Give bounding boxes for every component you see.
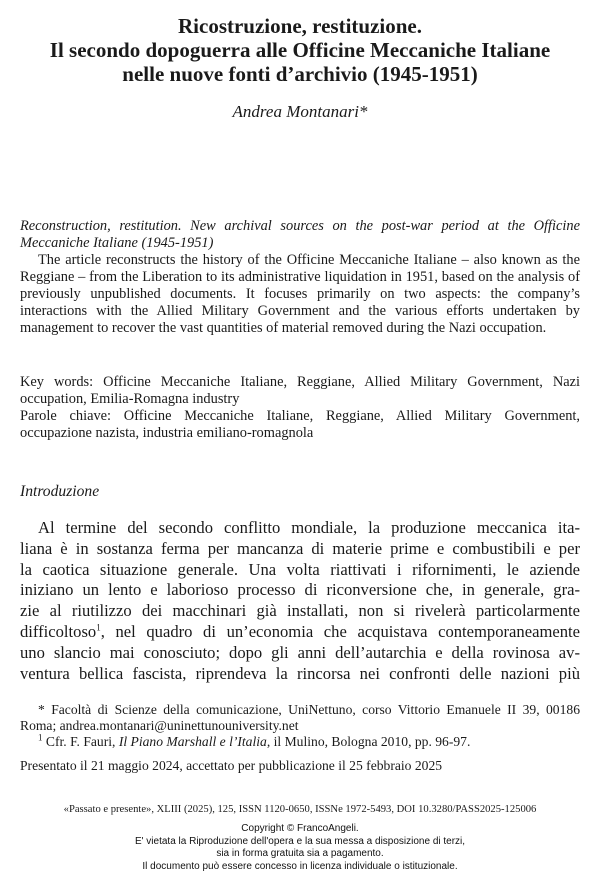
body-text-fragment: , nel quadro di un’economia che acquistava contemporaneamente [100,621,580,641]
title-line: nelle nuove fonti d’archivio (1945-1951) [122,62,478,86]
body-line: iniziano un lento e laborioso processo di riconversione che, in generale, gra- [20,580,580,600]
footnote-text: , il Mulino, Bologna 2010, pp. 96-97. [266,734,471,749]
body-line-with-footnote [20,622,580,643]
article-title [20,14,580,86]
title-line: Il secondo dopoguerra alle Officine Meccaniche Italiane [49,38,551,62]
keywords-english: Key words: Officine Meccaniche Italiane, Reggiane, Allied Military Government, Nazi occupation, Emilia-Romagna industry [20,374,580,407]
footnote-marker: 1 [38,732,43,743]
copyright-line: sia in forma gratuita sia a pagamento. [216,848,384,859]
journal-citation: «Passato e presente», XLIII (2025), 125, ISSN 1120-0650, ISSNe 1972-5493, DOI 10.3280/PASS2025-125006 [63,804,537,815]
body-line: uno slancio mai conosciuto; dopo gli anni dell’autarchia e della rovinosa av- [20,642,580,662]
abstract-text: The article reconstructs the history of the Officine Meccaniche Italiane – also known as the Reggiane – from the Liberation to its administrative liquidation in 1951, based on the analysis of previously unpublished documents. It focuses primarily on two aspects: the company’s interactions with the Allied Military Government and the various efforts undertaken by management to recover the vast quantities of material removed during the Nazi occupation. [20,252,580,336]
footnotes [20,702,580,750]
title-line: Ricostruzione, restituzione. [178,14,422,38]
body-text [20,518,580,684]
footnote-cited-title: Il Piano Marshall e l’Italia [118,734,267,749]
body-line: liana è in sostanza ferma per mancanza di materie prime e combustibili e per [20,538,580,558]
section-heading: Introduzione [20,483,100,500]
footnote-affiliation: * Facoltà di Scienze della comunicazione, UniNettuno, corso Vittorio Emanuele II 39, 00186 Roma; andrea.montanari@uninettunouniversity.net [20,702,580,733]
body-line: ventura bellica fascista, riprendeva la rincorsa nei confronti delle nazioni più [20,663,580,683]
footnote-reference[interactable]: 1 [96,622,101,633]
body-line: la caotica situazione generale. Una volta riattivati i rifornimenti, le aziende [20,559,580,579]
abstract [20,218,580,337]
author-name: Andrea Montanari* [232,102,368,121]
footnote-text: Cfr. F. Fauri, [42,734,119,749]
body-text-fragment: difficoltoso [20,621,97,641]
footnote-1 [20,734,580,750]
abstract-english-title: Reconstruction, restitution. New archival sources on the post-war period at the Officine Meccaniche Italiane (1945-1951) [20,218,580,251]
body-line: Al termine del secondo conflitto mondiale, la produzione meccanica ita- [38,518,580,537]
copyright-line: E' vietata la Riproduzione dell'opera e la sua messa a disposizione di terzi, [134,835,466,847]
copyright-notice [20,823,580,873]
body-line: zie al riutilizzo dei macchinari già installati, non si rivelerà particolarmente [20,601,580,621]
keywords-block [20,374,580,442]
submission-dates: Presentato il 21 maggio 2024, accettato per pubblicazione il 25 febbraio 2025 [20,758,443,773]
keywords-italian: Parole chiave: Officine Meccaniche Italiane, Reggiane, Allied Military Government, occupazione nazista, industria emiliano-romagnola [20,408,580,441]
copyright-line: Copyright © FrancoAngeli. [241,823,359,834]
copyright-line: Il documento può essere concesso in licenza individuale o istituzionale. [142,860,458,872]
